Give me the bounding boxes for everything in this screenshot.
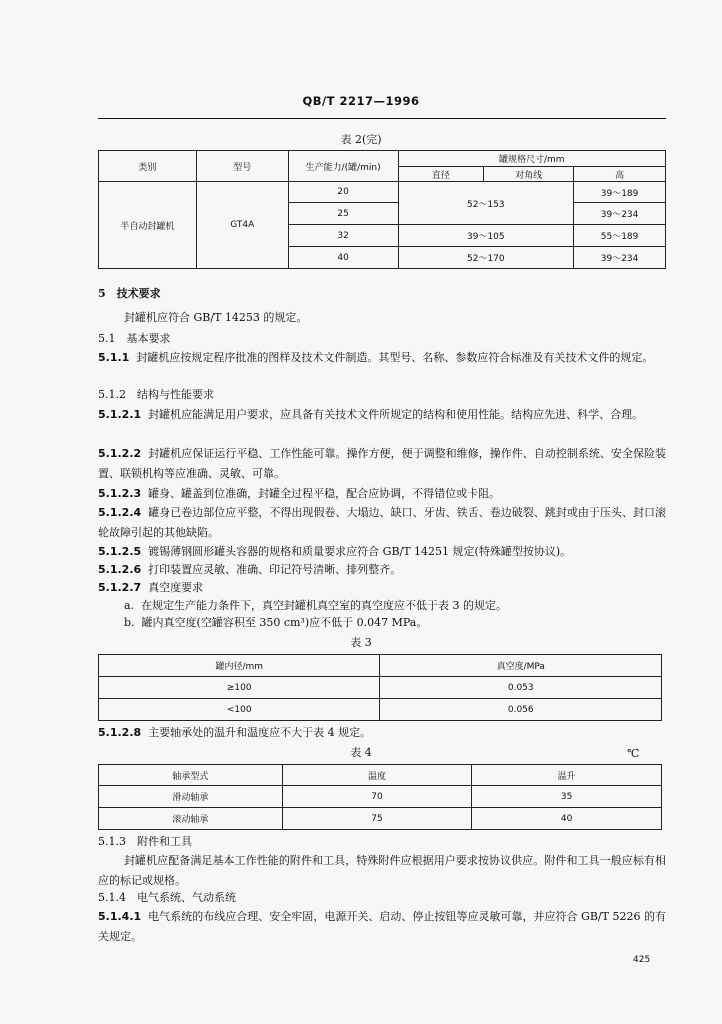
table4-header: 轴承型式 — [99, 765, 283, 786]
clause-number: 5.1.2.1 — [98, 408, 142, 421]
page-number: 425 — [633, 955, 651, 965]
section-5-title: 5 技术要求 — [98, 287, 161, 300]
table4-cell: 35 — [472, 786, 662, 808]
table2-size: 52～170 — [398, 247, 574, 269]
paragraph-5-1-2-3 — [98, 486, 500, 502]
clause-number: 5.1.2.8 — [98, 726, 142, 739]
table3-header: 真空度/MPa — [380, 655, 662, 677]
table4-cell: 滑动轴承 — [99, 786, 283, 808]
table2-header-diagonal: 对角线 — [484, 167, 574, 182]
clause-number: 5.1.2.3 — [98, 487, 142, 500]
clause-number: 5.1.1 — [98, 351, 130, 364]
table2-size: 39～105 — [398, 225, 574, 247]
table2-height: 39～189 — [574, 182, 666, 203]
paragraph-5-1-2-7 — [98, 580, 203, 596]
table2-category: 半自动封罐机 — [99, 182, 197, 269]
table2-header-height: 高 — [574, 167, 666, 182]
paragraph-5-1-3: 封罐机应配备满足基本工作性能的附件和工具，特殊附件应根据用户要求按协议供应。附件和工具一般应标有相应的标记或规格。 — [98, 854, 666, 887]
clause-text: 封罐机应保证运行平稳、工作性能可靠。操作方便，便于调整和维修，操作件、自动控制系统、安全保险装置、联锁机构等应准确、灵敏、可靠。 — [98, 447, 666, 480]
section-5-1-4-title: 5.1.4 电气系统、气动系统 — [98, 891, 236, 904]
clause-text: 镀锡薄钢圆形罐头容器的规格和质量要求应符合 GB/T 14251 规定(特殊罐型按协议)。 — [148, 545, 572, 558]
table3-cell: ≥100 — [99, 677, 380, 699]
list-text: 在规定生产能力条件下，真空封罐机真空室的真空度应不低于表 3 的规定。 — [141, 599, 508, 612]
clause-text: 电气系统的布线应合理、安全牢固，电源开关、启动、停止按钮等应灵敏可靠，并应符合 GB/T 5226 的有关规定。 — [98, 910, 666, 943]
paragraph-5-1-2-5 — [98, 544, 571, 560]
paragraph-5-1-1 — [98, 348, 666, 368]
table4-header: 温升 — [472, 765, 662, 786]
list-item-a — [124, 598, 507, 614]
paragraph-5-1-2-1 — [98, 405, 666, 425]
paragraph-5-1-4-1 — [98, 907, 666, 947]
table2-model: GT4A — [196, 182, 288, 269]
list-item-b — [124, 615, 427, 631]
table2-caption: 表 2(完) — [340, 133, 382, 146]
section-5-1-title: 5.1 基本要求 — [98, 332, 171, 345]
table3-cell: 0.053 — [380, 677, 662, 699]
list-text: 罐内真空度(空罐容积至 350 cm³)应不低于 0.047 MPa。 — [141, 616, 428, 629]
table2-capacity: 20 — [288, 182, 398, 203]
table3-header: 罐内径/mm — [99, 655, 380, 677]
clause-text: 封罐机应按规定程序批准的图样及技术文件制造。其型号、名称、参数应符合标准及有关技术文件的规定。 — [136, 351, 654, 364]
clause-text: 封罐机应能满足用户要求，应具备有关技术文件所规定的结构和使用性能。结构应先进、科学、合理。 — [148, 408, 644, 421]
header-rule — [98, 118, 666, 119]
section-5-1-2-title: 5.1.2 结构与性能要求 — [98, 388, 214, 401]
clause-number: 5.1.4.1 — [98, 910, 142, 923]
page-header: QB/T 2217—1996 — [302, 94, 420, 108]
paragraph-5-1-2-4 — [98, 503, 666, 543]
clause-text: 主要轴承处的温升和温度应不大于表 4 规定。 — [148, 726, 372, 739]
table2-size: 52～153 — [398, 182, 574, 225]
table4-unit: ℃ — [627, 747, 640, 760]
table4-cell: 40 — [472, 808, 662, 830]
table3-cell: 0.056 — [380, 699, 662, 721]
section-5-intro: 封罐机应符合 GB/T 14253 的规定。 — [124, 311, 308, 324]
table2-capacity: 40 — [288, 247, 398, 269]
list-label: b. — [124, 616, 135, 629]
paragraph-5-1-2-2 — [98, 444, 666, 484]
clause-number: 5.1.2.7 — [98, 581, 142, 594]
table2-capacity: 32 — [288, 225, 398, 247]
table2-capacity: 25 — [288, 203, 398, 225]
clause-text: 真空度要求 — [148, 581, 204, 594]
table2-header-diameter: 直径 — [398, 167, 484, 182]
table4-cell: 滚动轴承 — [99, 808, 283, 830]
table2-header-model: 型号 — [196, 151, 288, 182]
paragraph-5-1-2-8 — [98, 725, 371, 741]
paragraph-5-1-2-6 — [98, 562, 401, 578]
clause-number: 5.1.2.4 — [98, 506, 142, 519]
table3 — [98, 654, 662, 721]
table3-cell: <100 — [99, 699, 380, 721]
clause-text: 打印装置应灵敏、准确、印记符号清晰、排列整齐。 — [148, 563, 402, 576]
table4-caption: 表 4 — [350, 746, 372, 759]
table4-cell: 75 — [282, 808, 472, 830]
table2-height: 39～234 — [574, 203, 666, 225]
table2-height: 55～189 — [574, 225, 666, 247]
table2-header-capacity: 生产能力/(罐/min) — [288, 151, 398, 182]
table2-header-spec: 罐规格尺寸/mm — [398, 151, 666, 167]
clause-number: 5.1.2.5 — [98, 545, 142, 558]
table4-header: 温度 — [282, 765, 472, 786]
table3-caption: 表 3 — [350, 636, 372, 649]
table4-cell: 70 — [282, 786, 472, 808]
list-label: a. — [124, 599, 135, 612]
section-5-1-3-title: 5.1.3 附件和工具 — [98, 835, 192, 848]
clause-number: 5.1.2.6 — [98, 563, 142, 576]
table4 — [98, 764, 662, 830]
clause-text: 罐身已卷边部位应平整，不得出现假卷、大塌边、缺口、牙齿、铁舌、卷边破裂、跳封或由于压头、封口滚轮故障引起的其他缺陷。 — [98, 506, 666, 539]
clause-number: 5.1.2.2 — [98, 447, 142, 460]
table2-header-category: 类别 — [99, 151, 197, 182]
clause-text: 罐身、罐盖到位准确，封罐全过程平稳，配合应协调，不得错位或卡阻。 — [148, 487, 501, 500]
table2-height: 39～234 — [574, 247, 666, 269]
table2 — [98, 150, 666, 269]
